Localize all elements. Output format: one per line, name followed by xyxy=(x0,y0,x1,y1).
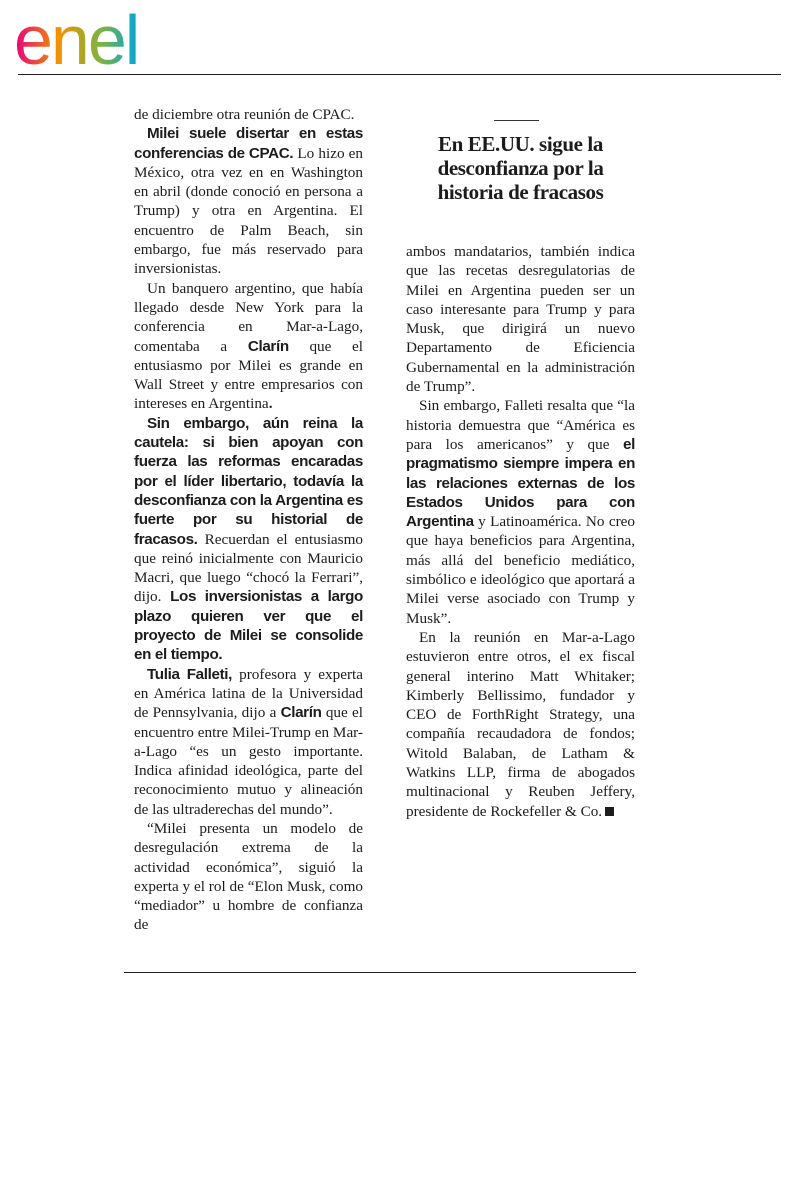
end-of-article-square-icon xyxy=(605,807,614,816)
paragraph-8: Sin embargo, Falleti resalta que “la historia demuestra que “América es para los americanos” y que el pragmatismo siempre impera en las relaciones externas de los Estados Unidos para con Argentina y Latinoamérica. No creo que haya beneficios para Argentina, más allá del beneficio mediático, simbólico e ideológico que aportará a Milei verse asociado con Trump y Musk”. xyxy=(406,397,635,627)
article-right-column xyxy=(406,242,635,821)
paragraph-9: En la reunión en Mar-a-Lago estuvieron entre otros, el ex fiscal general interino Matt Whitaker; Kimberly Bellissimo, fundador y CEO de ForthRight Strategy, una compañía recaudadora de fondos; Witold Balaban, de Latham & Watkins LLP, firma de abogados multinacional y Reuben Jeffery, presidente de Rockefeller & Co. xyxy=(406,628,635,820)
paragraph-5: Tulia Falleti, profesora y experta en América latina de la Universidad de Pennsylvania, dijo a Clarín que el encuentro entre Milei-Trump en Mar-a-Lago “es un gesto importante. Indica afinidad ideológica, parte del reconocimiento mutuo y alineación de las ultraderechas del mundo”. xyxy=(134,665,363,818)
paragraph-4: Sin embargo, aún reina la cautela: si bien apoyan con fuerza las reformas encaradas por el líder libertario, todavía la desconfianza con la Argentina es fuerte por su historial de fracasos. Recuerdan el entusiasmo que reinó inicialmente con Mauricio Macri, que luego “chocó la Ferrari”, dijo. Los inversionistas a largo plazo quieren ver que el proyecto de Milei se consolide en el tiempo. xyxy=(134,414,363,664)
paragraph-6: “Milei presenta un modelo de desregulación extrema de la actividad económica”, siguió la experta y el rol de “Elon Musk, como “mediador” u hombre de confianza de xyxy=(134,819,363,934)
footer-rule xyxy=(124,972,636,973)
article-left-column xyxy=(134,105,363,935)
paragraph-1: de diciembre otra reunión de CPAC. xyxy=(134,106,355,123)
enel-logo xyxy=(14,6,184,70)
paragraph-3: Un banquero argentino, que había llegado desde New York para la conferencia en Mar-a-Lago, comentaba a Clarín que el entusiasmo por Milei es grande en Wall Street y entre empresarios con intereses en Argentina. xyxy=(134,279,363,413)
article-headline: En EE.UU. sigue la desconfianza por la historia de fracasos xyxy=(437,132,604,204)
paragraph-7: ambos mandatarios, también indica que las recetas desregulatorias de Milei en Argentina pueden ser un caso interesante para Trump y para Musk, que dirigirá un nuevo Departamento de Eficiencia Gubernamental en la administración de Trump”. xyxy=(406,243,635,396)
headline-rule xyxy=(494,120,539,121)
paragraph-2: Milei suele disertar en estas conferencias de CPAC. Lo hizo en México, otra vez en en Washington en abril (donde conoció en persona a Trump) y otra en Argentina. El encuentro de Palm Beach, sin embargo, fue más reservado para inversionistas. xyxy=(134,125,363,278)
enel-logo-text: enel xyxy=(14,6,139,70)
header-rule xyxy=(18,74,781,75)
